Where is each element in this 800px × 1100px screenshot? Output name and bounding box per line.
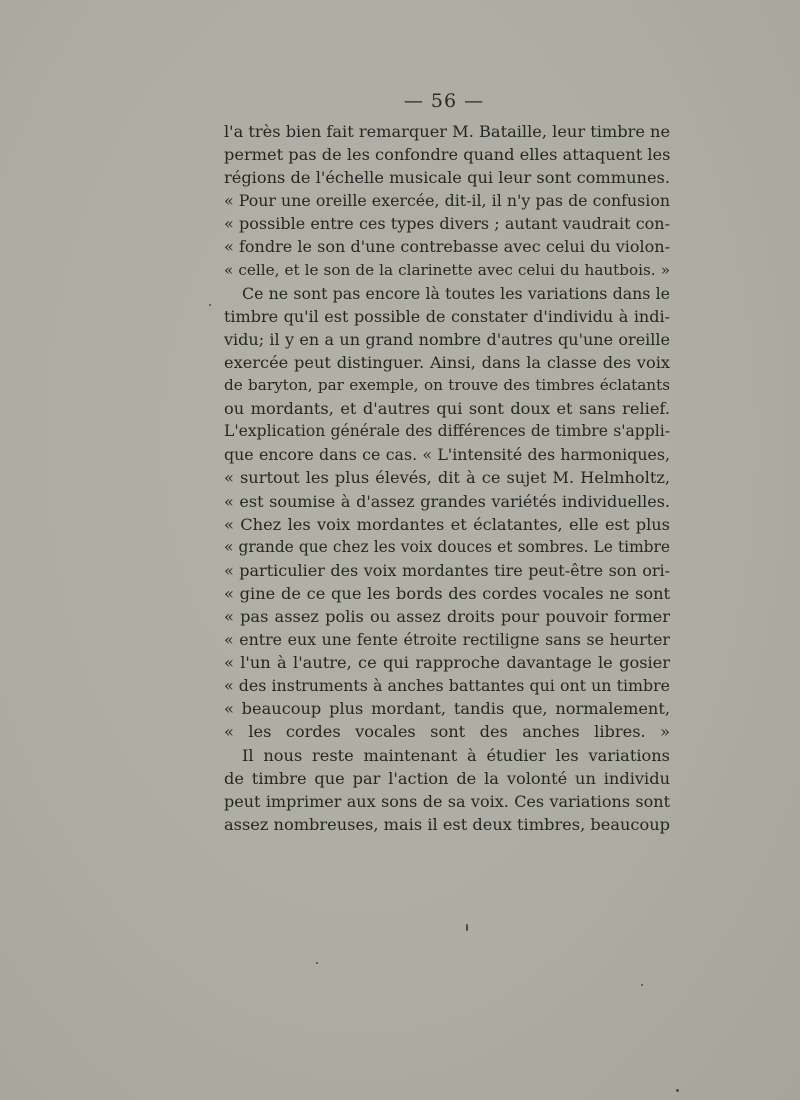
page-number: — 56 — xyxy=(403,90,485,112)
text-line: l'a très bien fait remarquer M. Bataille, leur timbre ne xyxy=(224,122,671,141)
text-line: « Pour une oreille exercée, dit-il, il n'y pas de confusion xyxy=(224,191,670,211)
text-line: vidu; il y en a un grand nombre d'autres qu'une oreille xyxy=(224,329,670,349)
text-line: que encore dans ce cas. « L'intensité des harmoniques, xyxy=(224,445,670,465)
paper-speck xyxy=(209,304,211,306)
text-line: exercée peut distinguer. Ainsi, dans la classe des voix xyxy=(224,352,670,372)
paper-speck xyxy=(676,1089,679,1092)
text-line: peut imprimer aux sons de sa voix. Ces variations sont xyxy=(224,791,670,811)
text-line: « des instruments à anches battantes qui ont un timbre xyxy=(224,676,670,696)
text-line: ou mordants, et d'autres qui sont doux et sans relief. xyxy=(224,399,670,419)
text-line: permet pas de les confondre quand elles attaquent les xyxy=(224,145,671,165)
text-line: assez nombreuses, mais il est deux timbres, beaucoup xyxy=(224,814,670,834)
text-line: « fondre le son d'une contrebasse avec celui du violon- xyxy=(224,237,670,257)
text-line: « possible entre ces types divers ; autant vaudrait con- xyxy=(224,214,670,234)
text-line: de timbre que par l'action de la volonté un individu xyxy=(224,768,670,788)
text-line: « surtout les plus élevés, dit à ce sujet M. Helmholtz, xyxy=(224,468,670,488)
text-line: de baryton, par exemple, on trouve des timbres éclatants xyxy=(224,376,670,395)
text-line: régions de l'échelle musicale qui leur sont communes. xyxy=(224,168,670,188)
paper-speck xyxy=(641,984,643,986)
text-line: « entre eux une fente étroite rectiligne sans se heurter xyxy=(224,630,670,650)
text-line: « les cordes vocales sont des anches libres. » xyxy=(224,722,670,742)
text-line: timbre qu'il est possible de constater d'individu à indi- xyxy=(224,306,670,326)
text-line: « grande que chez les voix douces et sombres. Le timbre xyxy=(224,537,670,556)
text-line: « l'un à l'autre, ce qui rapproche davantage le gosier xyxy=(224,653,670,673)
text-line: « est soumise à d'assez grandes variétés individuelles. xyxy=(224,491,670,511)
text-line: « pas assez polis ou assez droits pour pouvoir former xyxy=(224,606,670,626)
body-text xyxy=(224,120,670,836)
text-line: « beaucoup plus mordant, tandis que, normalement, xyxy=(224,699,670,719)
paper-speck xyxy=(316,962,318,964)
text-line: Ce ne sont pas encore là toutes les variations dans le xyxy=(242,283,670,303)
text-line: « gine de ce que les bords des cordes vocales ne sont xyxy=(224,583,670,603)
text-line: Il nous reste maintenant à étudier les variations xyxy=(242,745,670,765)
text-line: L'explication générale des différences de timbre s'appli- xyxy=(224,422,670,441)
text-line: « celle, et le son de la clarinette avec celui du hautbois. » xyxy=(224,260,670,279)
paper-speck xyxy=(466,924,468,931)
text-line: « Chez les voix mordantes et éclatantes, elle est plus xyxy=(224,514,670,534)
text-line: « particulier des voix mordantes tire peut-être son ori- xyxy=(224,560,670,580)
